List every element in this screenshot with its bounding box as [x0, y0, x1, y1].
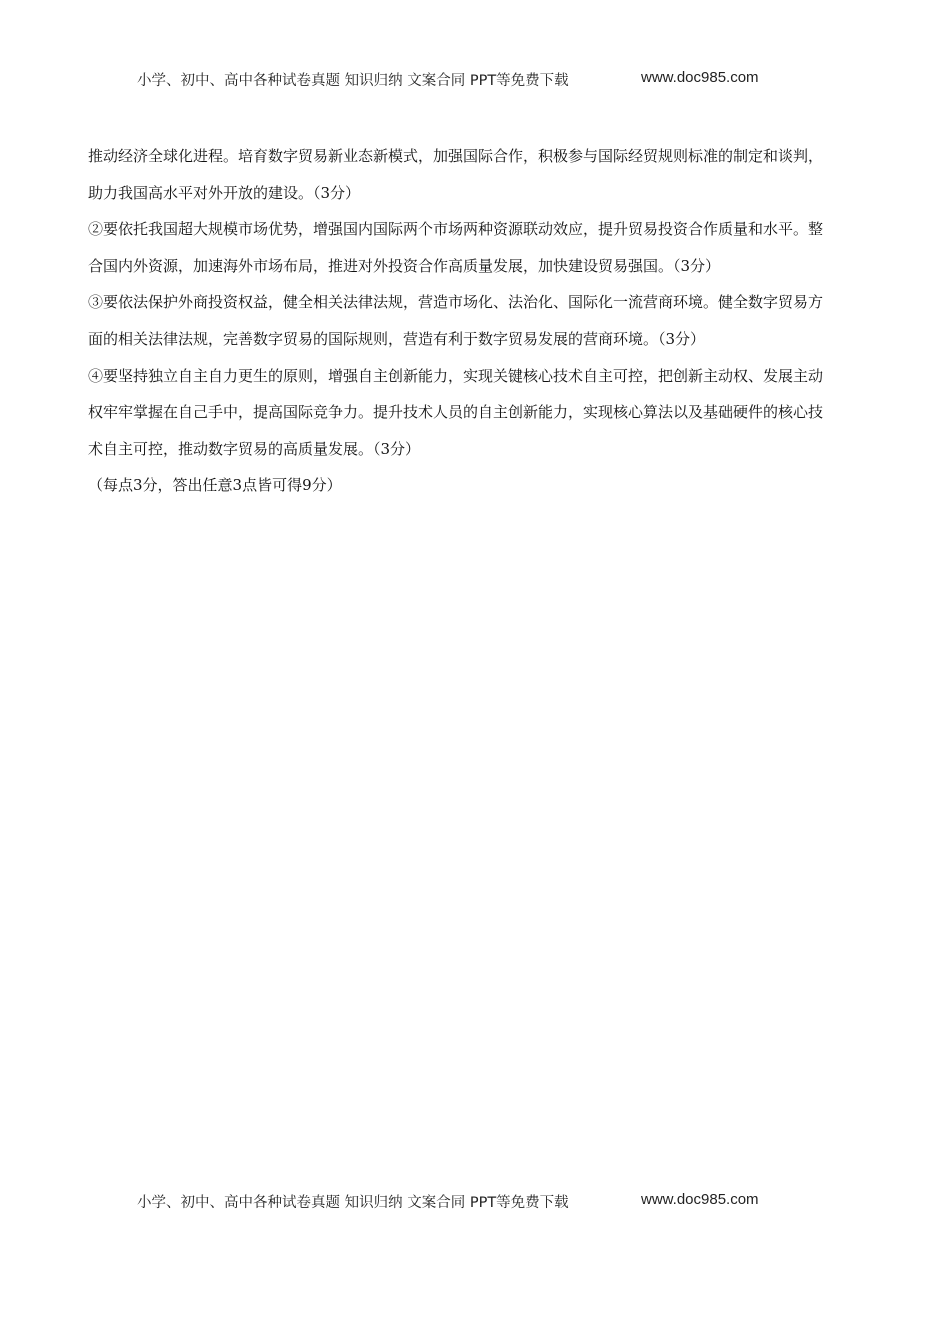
paragraph-1: 推动经济全球化进程。培育数字贸易新业态新模式，加强国际合作，积极参与国际经贸规则标准的制定和谈判，助力我国高水平对外开放的建设。（3分）	[88, 147, 824, 202]
paragraph-2: ②要依托我国超大规模市场优势，增强国内国际两个市场两种资源联动效应，提升贸易投资合作质量和水平。整合国内外资源，加速海外市场布局，推进对外投资合作高质量发展，加快建设贸易强国。（3分）	[88, 220, 824, 275]
paragraph-3: ③要依法保护外商投资权益，健全相关法律法规，营造市场化、法治化、国际化一流营商环境。健全数字贸易方面的相关法律法规，完善数字贸易的国际规则，营造有利于数字贸易发展的营商环境。（3分）	[88, 293, 824, 348]
footer-text: 小学、初中、高中各种试卷真题 知识归纳 文案合同 PPT等免费下载	[137, 1195, 569, 1211]
document-body	[88, 138, 823, 504]
footer-url: www.doc985.com	[641, 1191, 759, 1208]
scoring-note: （每点3分，答出任意3点皆可得9分）	[88, 476, 342, 495]
header-text: 小学、初中、高中各种试卷真题 知识归纳 文案合同 PPT等免费下载	[137, 73, 569, 89]
paragraph-4: ④要坚持独立自主自力更生的原则，增强自主创新能力，实现关键核心技术自主可控，把创新主动权、发展主动权牢牢掌握在自己手中，提高国际竞争力。提升技术人员的自主创新能力，实现核心算法以及基础硬件的核心技术自主可控，推动数字贸易的高质量发展。（3分）	[88, 366, 824, 458]
header-url: www.doc985.com	[641, 69, 759, 86]
